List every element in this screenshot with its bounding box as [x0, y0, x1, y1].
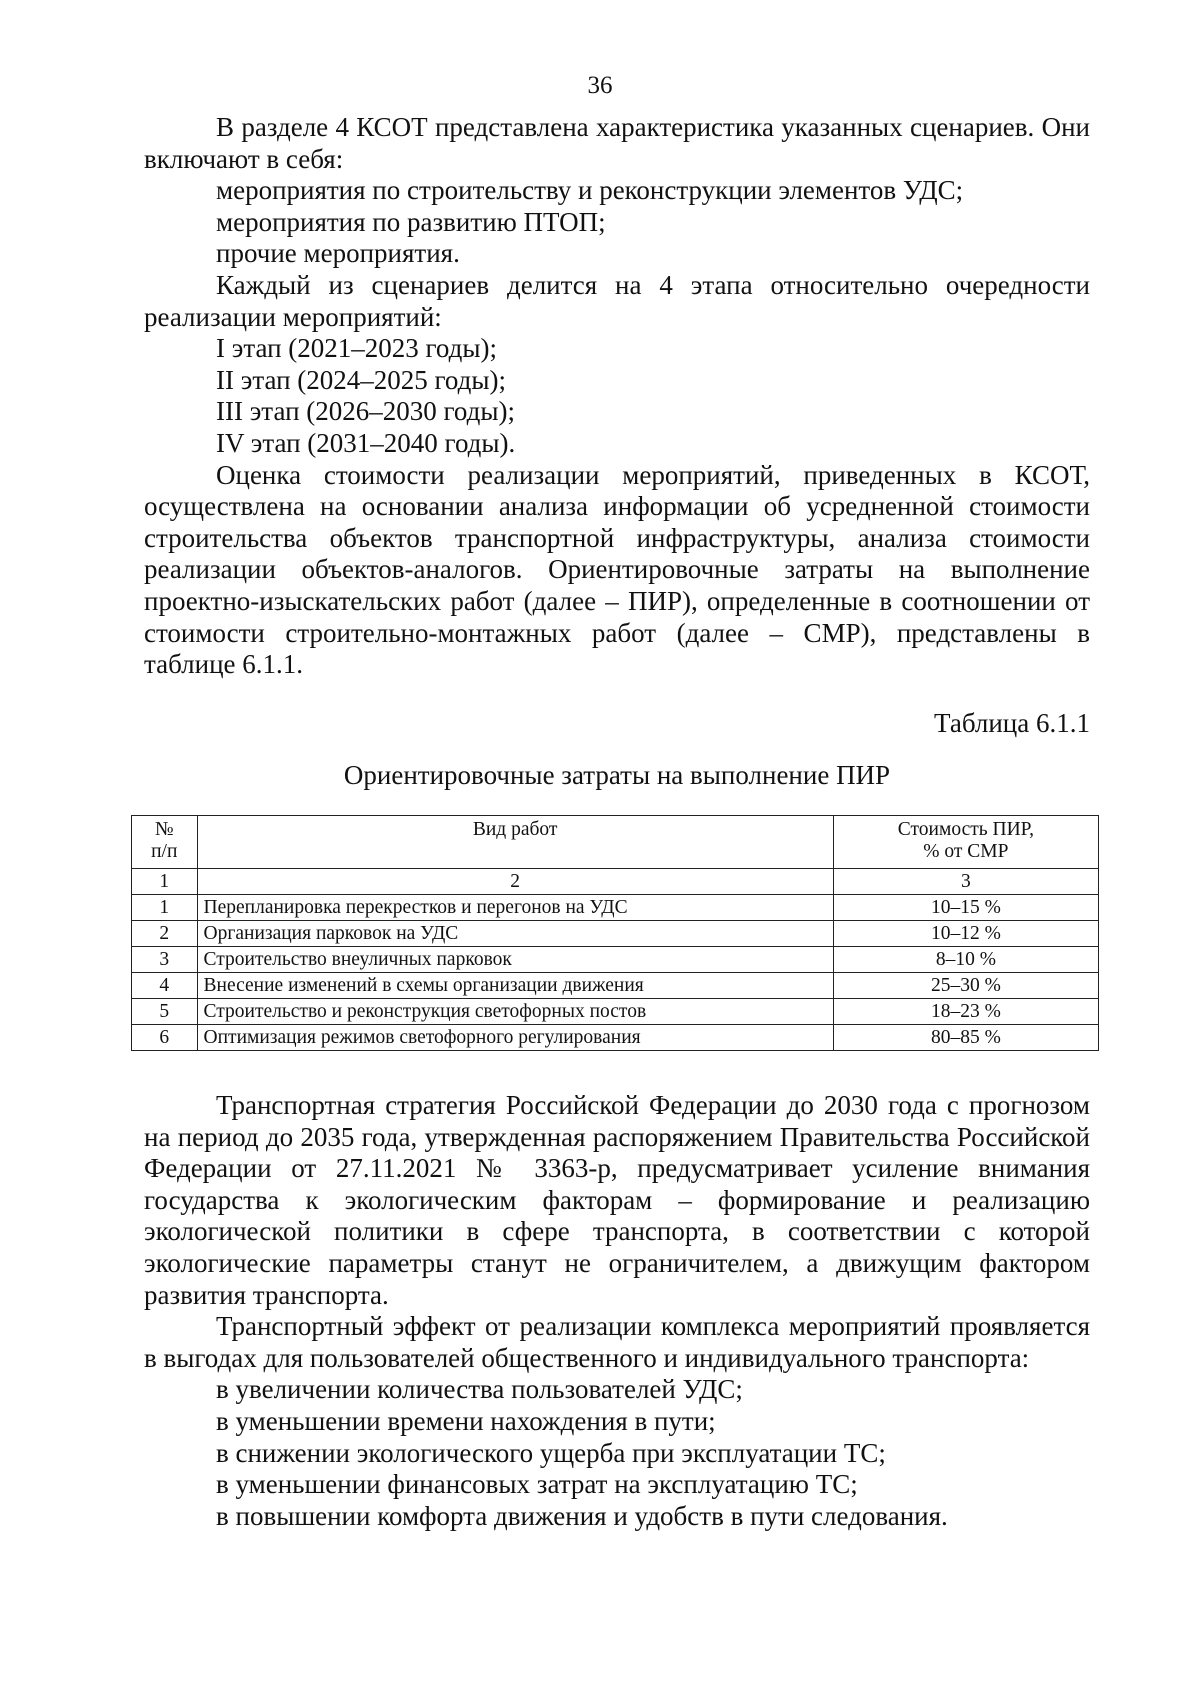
stages-paragraph: Каждый из сценариев делится на 4 этапа относительно очередности реализации мероприятий:	[144, 269, 1090, 332]
row-work-type: Оптимизация режимов светофорного регулирования	[197, 1025, 833, 1051]
row-work-type: Организация парковок на УДС	[197, 921, 833, 947]
effect-paragraph: Транспортный эффект от реализации комплекса мероприятий проявляется в выгодах для пользователей общественного и индивидуального транспорта:	[144, 1311, 1090, 1373]
row-cost: 8–10 %	[833, 947, 1098, 973]
row-number: 3	[132, 947, 198, 973]
row-cost: 18–23 %	[833, 999, 1098, 1025]
stage-item: II этап (2024–2025 годы);	[216, 364, 507, 395]
row-cost: 80–85 %	[833, 1025, 1098, 1051]
stage-item: I этап (2021–2023 годы);	[216, 333, 498, 364]
table-header-row	[132, 816, 1099, 869]
row-work-type: Перепланировка перекрестков и перегонов на УДС	[197, 895, 833, 921]
table-row	[132, 1025, 1099, 1051]
row-number: 5	[132, 999, 198, 1025]
column-number: 2	[197, 869, 833, 895]
intro-item: прочие мероприятия.	[216, 238, 460, 269]
page-number: 36	[587, 72, 613, 99]
table-row	[132, 895, 1099, 921]
intro-paragraph: В разделе 4 КСОТ представлена характеристика указанных сценариев. Они включают в себя:	[144, 112, 1090, 174]
effect-item: в повышении комфорта движения и удобств в пути следования.	[216, 1500, 948, 1531]
intro-item: мероприятия по развитию ПТОП;	[216, 206, 606, 237]
table-title: Ориентировочные затраты на выполнение ПИР	[343, 760, 891, 790]
row-number: 6	[132, 1025, 198, 1051]
row-work-type: Внесение изменений в схемы организации движения	[197, 973, 833, 999]
row-number: 4	[132, 973, 198, 999]
table-row	[132, 999, 1099, 1025]
stage-item: III этап (2026–2030 годы);	[216, 396, 516, 427]
row-cost: 10–15 %	[833, 895, 1098, 921]
strategy-paragraph: Транспортная стратегия Российской Федерации до 2030 года с прогнозом на период до 2035 года, утвержденная распоряжением Правительства Российской Федерации от 27.11.2021 № 3363-р, предусматривает усиление внимания государства к экологическим факторам – формирование и реализацию экологической политики в сфере транспорта, в соответствии с которой экологические параметры станут не ограничителем, а движущим фактором развития транспорта.	[144, 1090, 1090, 1310]
column-number: 1	[132, 869, 198, 895]
top-text-block	[144, 112, 1090, 681]
row-cost: 10–12 %	[833, 921, 1098, 947]
row-cost: 25–30 %	[833, 973, 1098, 999]
header-cost: Стоимость ПИР, % от СМР	[833, 816, 1098, 869]
table-row	[132, 973, 1099, 999]
assessment-paragraph: Оценка стоимости реализации мероприятий, приведенных в КСОТ, осуществлена на основании анализа информации об усредненной стоимости строительства объектов транспортной инфраструктуры, анализа стоимости реализации объектов-аналогов. Ориентировочные затраты на выполнение проектно-изыскательских работ (далее – ПИР), определенные в соотношении от стоимости строительно-монтажных работ (далее – СМР), представлены в таблице 6.1.1.	[144, 459, 1090, 680]
column-number: 3	[833, 869, 1098, 895]
header-number: № п/п	[132, 816, 198, 869]
header-work-type: Вид работ	[197, 816, 833, 869]
row-work-type: Строительство и реконструкция светофорных постов	[197, 999, 833, 1025]
effect-item: в уменьшении финансовых затрат на эксплуатацию ТС;	[216, 1469, 858, 1500]
cost-table	[131, 815, 1099, 1051]
bottom-text-block	[144, 1090, 1090, 1532]
effect-item: в уменьшении времени нахождения в пути;	[216, 1405, 716, 1436]
effect-item: в увеличении количества пользователей УДС;	[216, 1374, 743, 1405]
table-row	[132, 921, 1099, 947]
row-work-type: Строительство внеуличных парковок	[197, 947, 833, 973]
intro-item: мероприятия по строительству и реконструкции элементов УДС;	[216, 175, 964, 206]
row-number: 1	[132, 895, 198, 921]
table-row	[132, 947, 1099, 973]
stage-item: IV этап (2031–2040 годы).	[216, 427, 516, 458]
row-number: 2	[132, 921, 198, 947]
table-label: Таблица 6.1.1	[934, 708, 1090, 738]
table-column-numbers-row	[132, 869, 1099, 895]
effect-item: в снижении экологического ущерба при эксплуатации ТС;	[216, 1437, 886, 1468]
